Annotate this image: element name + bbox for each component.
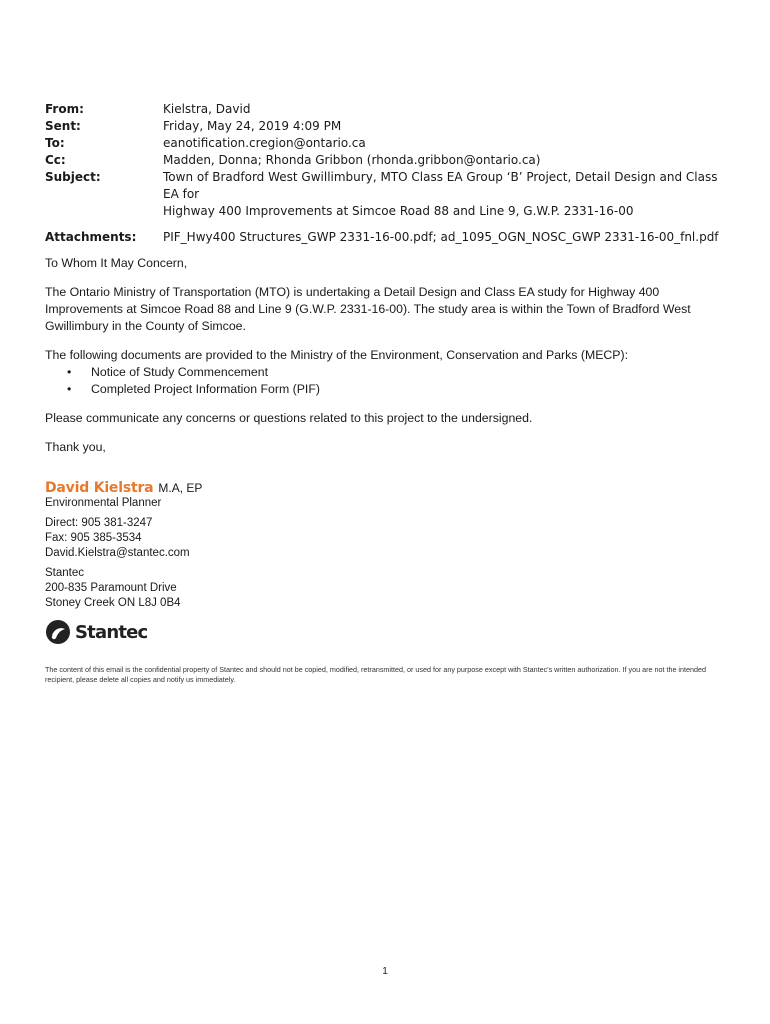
from-label: From: [45, 102, 84, 116]
greeting: To Whom It May Concern, [45, 256, 188, 270]
from-value: Kielstra, David [163, 102, 251, 116]
bullet-icon: • [67, 382, 72, 396]
subject-label: Subject: [45, 170, 101, 184]
signature-address-line-1: 200-835 Paramount Drive [45, 582, 177, 594]
signature-title: Environmental Planner [45, 497, 162, 509]
attachments-row [45, 229, 735, 246]
signature-credentials: M.A, EP [158, 481, 203, 495]
list-item [45, 364, 735, 381]
sent-row [45, 118, 735, 135]
signature-contact [45, 516, 202, 561]
cc-row [45, 152, 735, 169]
subject-row [45, 169, 735, 220]
bullet-icon: • [67, 365, 72, 379]
stantec-logo [45, 619, 147, 645]
signature-address-line-2: Stoney Creek ON L8J 0B4 [45, 597, 181, 609]
signature-direct: Direct: 905 381-3247 [45, 517, 153, 529]
signature-fax: Fax: 905 385-3534 [45, 532, 142, 544]
cc-label: Cc: [45, 153, 66, 167]
stantec-logo-icon [45, 619, 71, 645]
confidentiality-disclaimer: The content of this email is the confidential property of Stantec and should not be copied, modified, retransmitted, or used for any purpose except with Stantec's written authorization. If you are not the intended recipient, please delete all copies and notify us immediately. [45, 665, 707, 684]
signature-address [45, 566, 202, 611]
email-header [45, 101, 735, 246]
email-body [45, 255, 735, 468]
subject-line-1: Town of Bradford West Gwillimbury, MTO Class EA Group ‘B’ Project, Detail Design and Class EA for [163, 170, 718, 201]
paragraph-request: Please communicate any concerns or questions related to this project to the undersigned. [45, 411, 533, 425]
signature-email[interactable]: David.Kielstra@stantec.com [45, 547, 190, 559]
subject-value [163, 169, 735, 220]
signature-company: Stantec [45, 567, 84, 579]
to-label: To: [45, 136, 65, 150]
page-number: 1 [382, 966, 388, 977]
sent-label: Sent: [45, 119, 81, 133]
cc-value: Madden, Donna; Rhonda Gribbon (rhonda.gribbon@ontario.ca) [163, 153, 541, 167]
documents-list [45, 364, 735, 398]
list-item-text: Notice of Study Commencement [91, 365, 269, 379]
from-row [45, 101, 735, 118]
attachments-value: PIF_Hwy400 Structures_GWP 2331-16-00.pdf; ad_1095_OGN_NOSC_GWP 2331-16-00_fnl.pdf [163, 230, 719, 244]
list-item [45, 381, 735, 398]
stantec-logo-text: Stantec [75, 621, 148, 643]
closing: Thank you, [45, 440, 106, 454]
to-row [45, 135, 735, 152]
signature-block [45, 481, 202, 611]
to-value: eanotification.cregion@ontario.ca [163, 136, 366, 150]
sent-value: Friday, May 24, 2019 4:09 PM [163, 119, 342, 133]
paragraph-documents-intro: The following documents are provided to the Ministry of the Environment, Conservation and Parks (MECP): [45, 348, 629, 362]
signature-name: David Kielstra [45, 480, 154, 496]
subject-line-2: Highway 400 Improvements at Simcoe Road 88 and Line 9, G.W.P. 2331-16-00 [163, 204, 634, 218]
signature-name-row [45, 481, 202, 496]
attachments-label: Attachments: [45, 230, 137, 244]
list-item-text: Completed Project Information Form (PIF) [91, 382, 320, 396]
paragraph-study-intro: The Ontario Ministry of Transportation (MTO) is undertaking a Detail Design and Class EA study for Highway 400 Improvements at Simcoe Road 88 and Line 9 (G.W.P. 2331-16-00). The study area is within the Town of Bradford West Gwillimbury in the County of Simcoe. [45, 285, 691, 333]
